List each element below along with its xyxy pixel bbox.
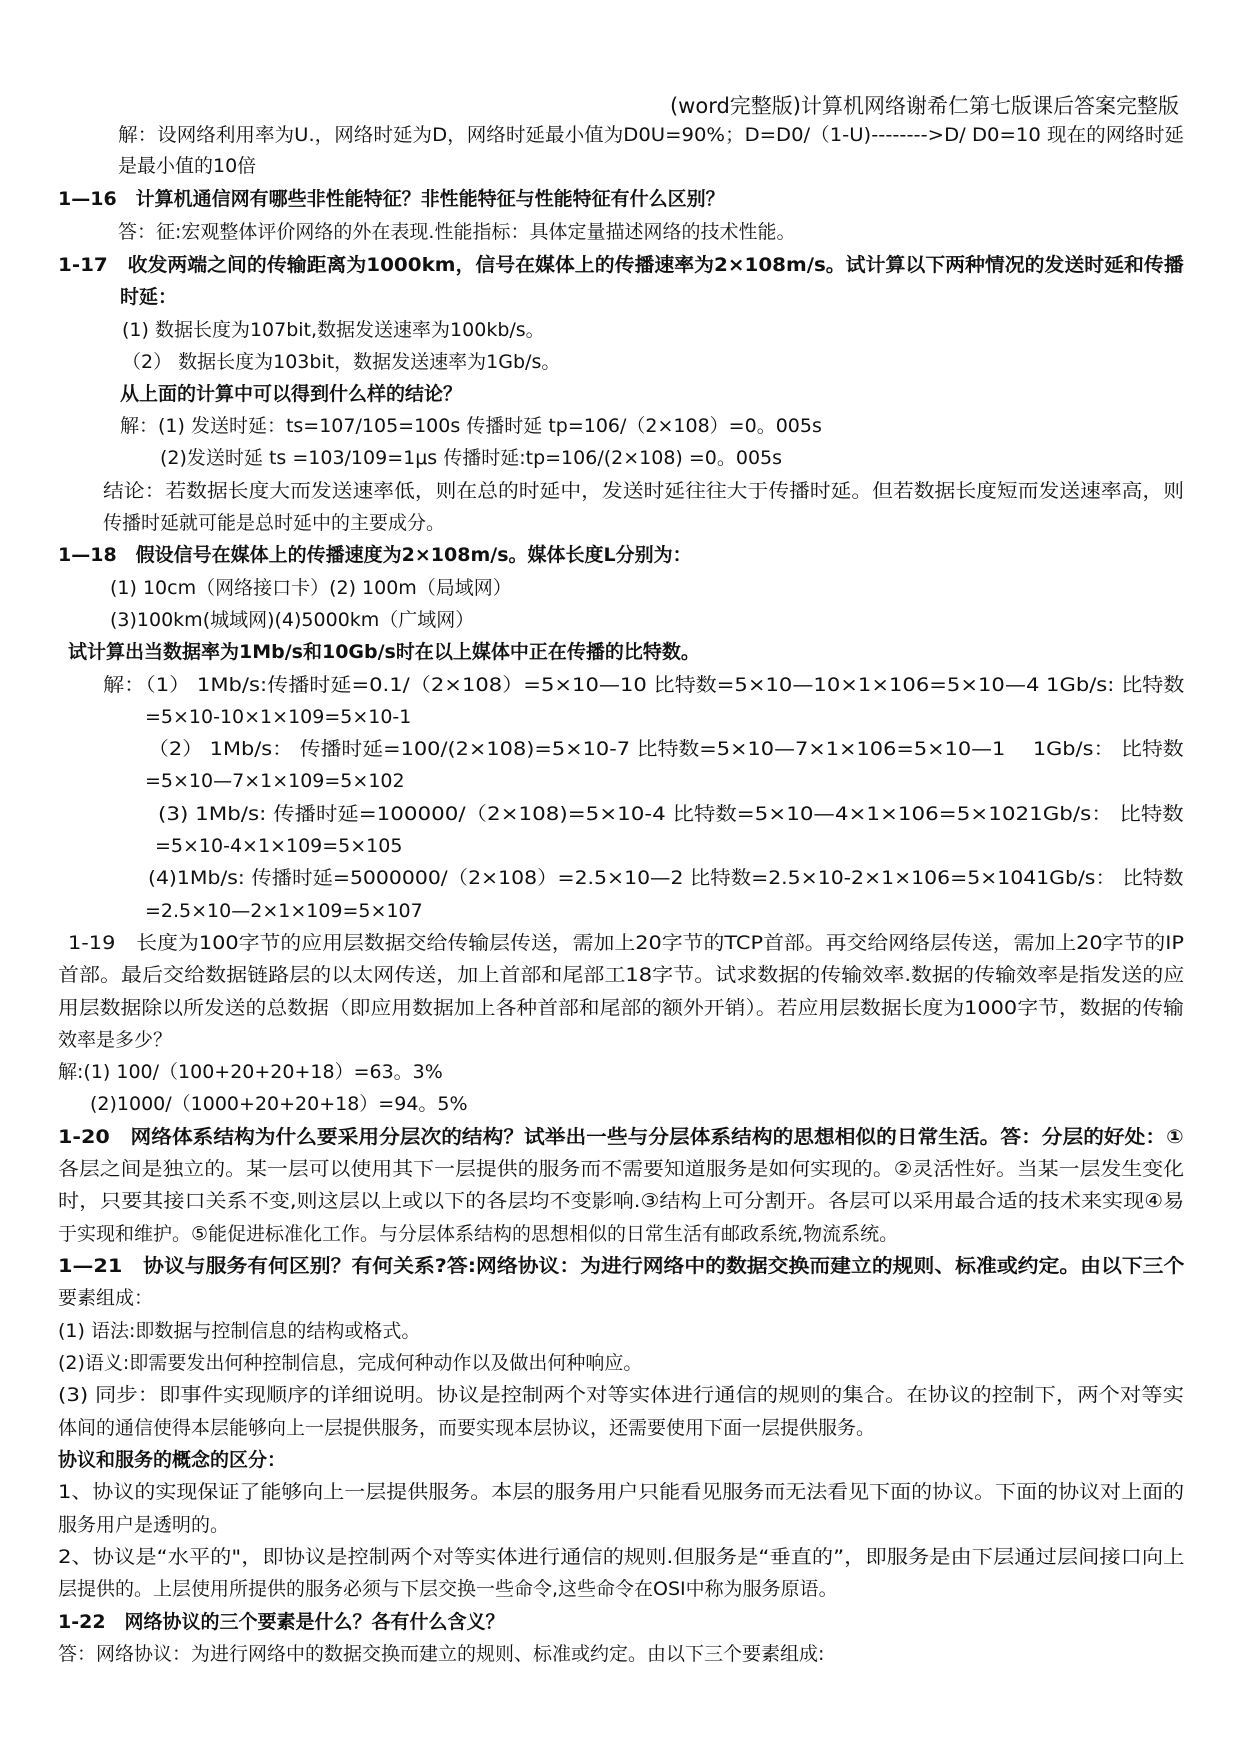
text-line: 体间的通信使得本层能够向上一层提供服务，而要实现本层协议，还需要使用下面一层提供服务。 — [58, 1417, 876, 1439]
text-line: 从上面的计算中可以得到什么样的结论？ — [120, 383, 463, 405]
text-line: （2） 1Mb/s： 传播时延=100/(2×108)=5×10-7 比特数=5×10—7×1×106=5×10—1 1Gb/s： 比特数 — [148, 738, 1184, 760]
text-line: 协议和服务的概念的区分： — [58, 1449, 287, 1471]
text-line: 1-19 长度为100字节的应用层数据交给传输层传送，需加上20字节的TCP首部。再交给网络层传送，需加上20字节的IP — [68, 932, 1185, 954]
text-line: (1) 数据长度为107bit,数据发送速率为100kb/s。 — [122, 319, 545, 341]
text-line: 2、协议是“水平的"，即协议是控制两个对等实体进行通信的规则.但服务是“垂直的”，即服务是由下层通过层间接口向上 — [58, 1546, 1185, 1568]
text-line: 时延： — [120, 286, 178, 308]
text-line: 服务用户是透明的。 — [58, 1514, 230, 1536]
text-line: (2)1000/（1000+20+20+18）=94。5% — [90, 1093, 468, 1115]
text-line: 传播时延就可能是总时延中的主要成分。 — [103, 512, 446, 534]
text-line: 要素组成： — [58, 1287, 154, 1309]
text-line: =5×10-4×1×109=5×105 — [155, 835, 403, 857]
text-line: 1—21 协议与服务有何区别？有何关系?答:网络协议：为进行网络中的数据交换而建立的规则、标准或约定。由以下三个 — [58, 1255, 1185, 1277]
text-line: 于实现和维护。⑤能促进标准化工作。与分层体系结构的思想相似的日常生活有邮政系统,物流系统。 — [58, 1223, 899, 1245]
text-line: =2.5×10—2×1×109=5×107 — [145, 900, 423, 922]
text-line: 层提供的。上层使用所提供的服务必须与下层交换一些命令,这些命令在OSI中称为服务原语。 — [58, 1578, 838, 1600]
text-line: 效率是多少？ — [58, 1029, 173, 1051]
text-line: 1-17 收发两端之间的传输距离为1000km，信号在媒体上的传播速率为2×108m/s。试计算以下两种情况的发送时延和传播 — [58, 254, 1184, 276]
text-line: 1—18 假设信号在媒体上的传播速度为2×108m/s。媒体长度L分别为： — [58, 544, 692, 566]
text-line: (2)发送时延 ts =103/109=1μs 传播时延:tp=106/(2×108) =0。005s — [160, 447, 783, 469]
text-line: (2)语义:即需要发出何种控制信息，完成何种动作以及做出何种响应。 — [58, 1352, 643, 1374]
text-line: 1—16 计算机通信网有哪些非性能特征？非性能特征与性能特征有什么区别？ — [58, 188, 725, 210]
text-line: 试计算出当数据率为1Mb/s和10Gb/s时在以上媒体中正在传播的比特数。 — [68, 641, 700, 663]
document-header: (word完整版)计算机网络谢希仁第七版课后答案完整版 — [669, 94, 1179, 118]
text-line: =5×10-10×1×109=5×10-1 — [145, 706, 412, 728]
text-line: (3) 同步：即事件实现顺序的详细说明。协议是控制两个对等实体进行通信的规则的集合。在协议的控制下，两个对等实 — [58, 1384, 1184, 1406]
text-line: （2） 数据长度为103bit，数据发送速率为1Gb/s。 — [122, 351, 561, 373]
text-line: (4)1Mb/s: 传播时延=5000000/（2×108）=2.5×10—2 比特数=2.5×10-2×1×106=5×1041Gb/s： 比特数 — [148, 867, 1184, 889]
text-line: 各层之间是独立的。某一层可以使用其下一层提供的服务而不需要知道服务是如何实现的。②灵活性好。当某一层发生变化 — [58, 1158, 1185, 1180]
text-line: 解：(1) 发送时延：ts=107/105=100s 传播时延 tp=106/（2×108）=0。005s — [120, 415, 822, 437]
text-line: 首部。最后交给数据链路层的以太网传送，加上首部和尾部工18字节。试求数据的传输效率.数据的传输效率是指发送的应 — [58, 964, 1185, 986]
text-line: 1-20 网络体系结构为什么要采用分层次的结构？试举出一些与分层体系结构的思想相似的日常生活。答：分层的好处：① — [58, 1126, 1184, 1148]
text-line: 结论：若数据长度大而发送速率低，则在总的时延中，发送时延往往大于传播时延。但若数据长度短而发送速率高，则 — [103, 480, 1185, 502]
text-line: =5×10—7×1×109=5×102 — [145, 770, 405, 792]
text-line: 是最小值的10倍 — [118, 155, 257, 177]
text-line: 1-22 网络协议的三个要素是什么？各有什么含义？ — [58, 1611, 505, 1633]
text-line: 解:(1) 100/（100+20+20+18）=63。3% — [58, 1061, 443, 1083]
text-line: 用层数据除以所发送的总数据（即应用数据加上各种首部和尾部的额外开销）。若应用层数据长度为1000字节，数据的传输 — [58, 997, 1184, 1019]
text-line: 解：设网络利用率为U.，网络时延为D，网络时延最小值为D0U=90%；D=D0/（1-U)-------->D/ D0=10 现在的网络时延 — [118, 124, 1184, 146]
text-line: 解：（1） 1Mb/s:传播时延=0.1/（2×108）=5×10—10 比特数=5×10—10×1×106=5×10—4 1Gb/s: 比特数 — [103, 674, 1185, 696]
text-line: 答：网络协议：为进行网络中的数据交换而建立的规则、标准或约定。由以下三个要素组成: — [58, 1643, 825, 1665]
text-line: (3) 1Mb/s: 传播时延=100000/（2×108)=5×10-4 比特数=5×10—4×1×106=5×1021Gb/s： 比特数 — [158, 803, 1184, 825]
text-line: 答：征:宏观整体评价网络的外在表现.性能指标：具体定量描述网络的技术性能。 — [118, 221, 796, 243]
text-line: 1、协议的实现保证了能够向上一层提供服务。本层的服务用户只能看见服务而无法看见下面的协议。下面的协议对上面的 — [58, 1481, 1185, 1503]
text-line: (1) 10cm（网络接口卡）(2) 100m（局域网） — [110, 577, 512, 599]
text-line: (1) 语法:即数据与控制信息的结构或格式。 — [58, 1320, 421, 1342]
text-line: 时，只要其接口关系不变,则这层以上或以下的各层均不变影响.③结构上可分割开。各层可以采用最合适的技术来实现④易 — [58, 1190, 1185, 1212]
text-line: (3)100km(城域网)(4)5000km（广域网） — [110, 609, 475, 631]
